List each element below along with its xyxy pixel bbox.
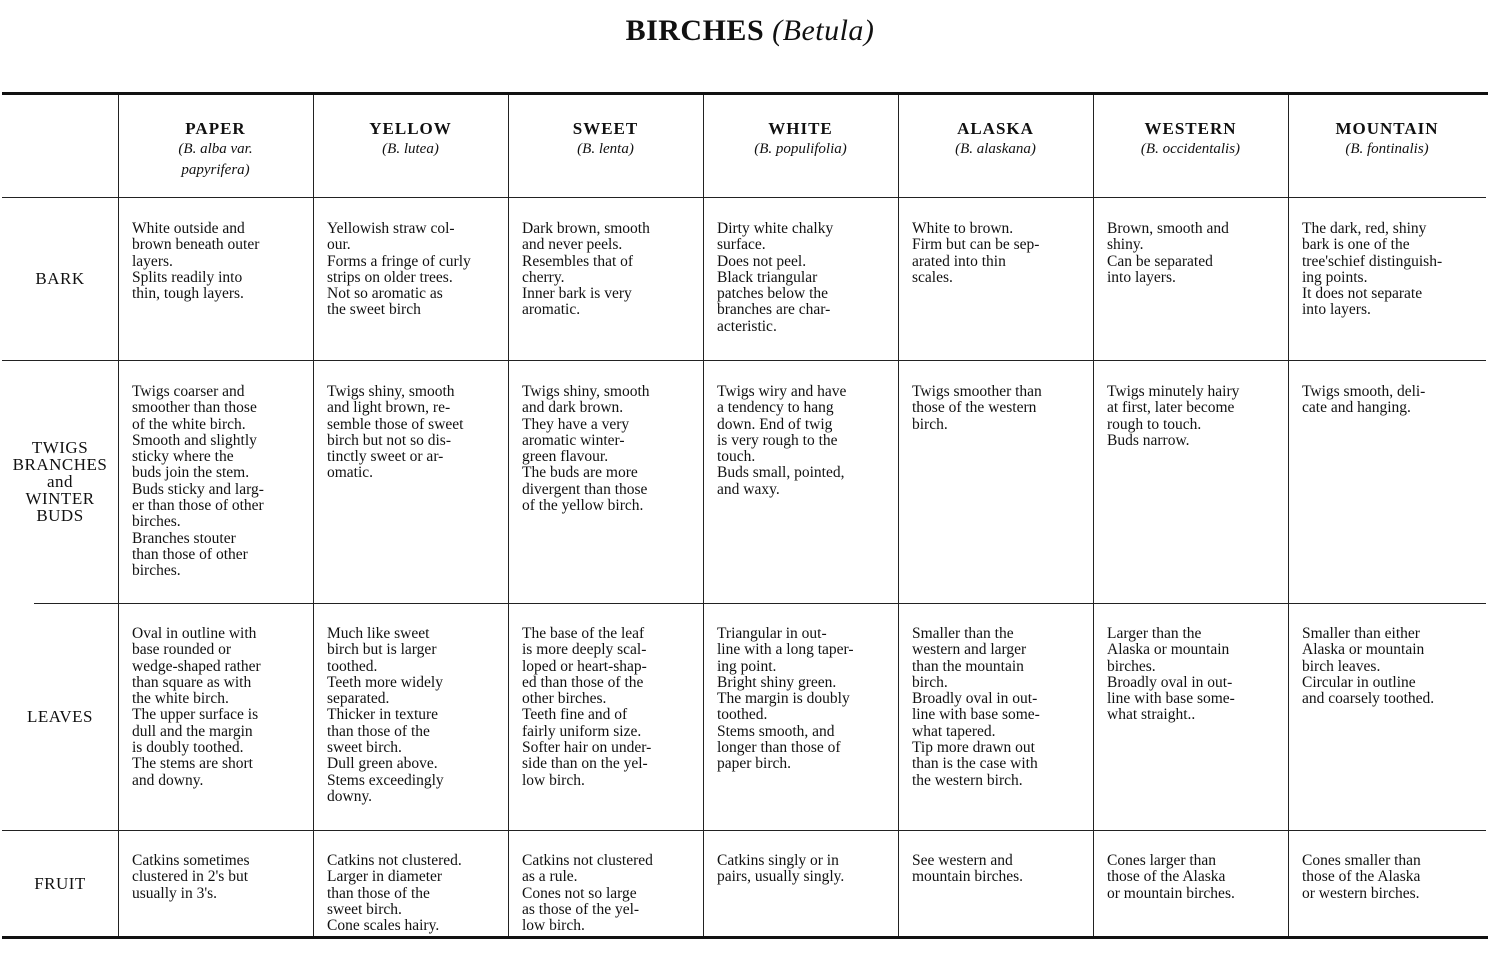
cell-line: acteristic. (717, 317, 777, 335)
cell-line: aromatic. (522, 301, 581, 319)
table-cell (132, 626, 306, 789)
column-separator (313, 95, 314, 936)
cell-line: than those of the (327, 884, 430, 902)
cell-line: those of the Alaska (1107, 868, 1226, 886)
row-header-line: FRUIT (34, 874, 86, 893)
cell-line: than those of the (327, 722, 430, 740)
cell-line: a tendency to hang (717, 399, 834, 417)
row-header-line: WINTER (25, 489, 95, 508)
cell-line: of the white birch. (132, 415, 246, 433)
cell-line: toothed. (717, 706, 768, 724)
column-header-scientific: (B. alba var. (178, 141, 253, 157)
cell-line: base rounded or (132, 641, 231, 659)
cell-line: Buds small, pointed, (717, 464, 845, 482)
cell-line: as those of the yel- (522, 900, 640, 918)
column-header-name: WESTERN (1144, 119, 1237, 138)
cell-line: and coarsely toothed. (1302, 690, 1435, 708)
cell-line: of the yellow birch. (522, 497, 644, 515)
cell-line: mountain birches. (912, 868, 1024, 886)
cell-line: line with base some- (912, 706, 1040, 724)
table-cell (1302, 221, 1476, 319)
cell-line: clustered in 2's but (132, 868, 249, 886)
cell-line: Twigs smoother than (912, 383, 1042, 400)
cell-line: ing point. (717, 657, 777, 675)
cell-line: is very rough to the (717, 431, 838, 449)
cell-line: Cones not so large (522, 884, 637, 902)
column-header-scientific: (B. lenta) (577, 141, 634, 157)
cell-line: Broadly oval in out- (1107, 673, 1233, 691)
cell-line: Catkins singly or in (717, 852, 839, 869)
column-header-name: WHITE (768, 119, 833, 138)
cell-line: Catkins sometimes (132, 852, 250, 869)
column-header (1093, 118, 1288, 160)
column-header-name: SWEET (572, 119, 639, 138)
table-cell (327, 384, 501, 482)
column-header-name: YELLOW (369, 119, 452, 138)
row-header-line: BUDS (36, 506, 84, 525)
table-bottom-rule (2, 936, 1488, 939)
table-cell (132, 221, 306, 302)
column-header (313, 118, 508, 160)
cell-line: Splits readily into (132, 268, 243, 286)
table-cell (1107, 384, 1281, 449)
cell-line: smoother than those (132, 399, 257, 417)
table-cell (132, 853, 306, 902)
cell-line: toothed. (327, 657, 378, 675)
cell-line: aromatic winter- (522, 431, 625, 449)
cell-line: Catkins not clustered. (327, 852, 462, 869)
cell-line: Dull green above. (327, 755, 438, 773)
cell-line: birches. (132, 562, 181, 580)
cell-line: Much like sweet (327, 625, 430, 642)
cell-line: Branches stouter (132, 529, 236, 547)
cell-line: Bright shiny green. (717, 673, 837, 691)
cell-line: The dark, red, shiny (1302, 220, 1427, 237)
cell-line: those of the Alaska (1302, 868, 1421, 886)
cell-line: low birch. (522, 771, 585, 789)
cell-line: rough to touch. (1107, 415, 1202, 433)
cell-line: low birch. (522, 917, 585, 935)
cell-line: as a rule. (522, 868, 578, 886)
column-header (1288, 118, 1486, 160)
cell-line: Catkins not clustered (522, 852, 653, 869)
column-header-name: MOUNTAIN (1335, 119, 1439, 138)
cell-line: Yellowish straw col- (327, 220, 455, 237)
table-cell (1302, 853, 1476, 902)
title-scientific: (Betula) (772, 14, 875, 47)
cell-line: White outside and (132, 220, 245, 237)
cell-line: Black triangular (717, 268, 818, 286)
cell-line: It does not separate (1302, 285, 1423, 303)
cell-line: strips on older trees. (327, 268, 453, 286)
cell-line: Smaller than either (1302, 625, 1420, 642)
column-header-scientific: (B. lutea) (382, 141, 439, 157)
cell-line: the western birch. (912, 771, 1023, 789)
column-header-scientific: (B. fontinalis) (1345, 141, 1429, 157)
cell-line: Teeth more widely (327, 673, 443, 691)
cell-line: longer than those of (717, 739, 841, 757)
table-cell (327, 221, 501, 319)
cell-line: the sweet birch (327, 301, 421, 319)
cell-line: buds join the stem. (132, 464, 250, 482)
row-separator (2, 360, 1486, 361)
cell-line: Oval in outline with (132, 625, 257, 642)
column-header-name: PAPER (185, 119, 246, 138)
column-header (508, 118, 703, 160)
cell-line: Smooth and slightly (132, 431, 257, 449)
cell-line: Twigs smooth, deli- (1302, 383, 1426, 400)
cell-line: into layers. (1107, 268, 1176, 286)
cell-line: Twigs shiny, smooth (327, 383, 455, 400)
cell-line: and light brown, re- (327, 399, 451, 417)
cell-line: Dirty white chalky (717, 220, 834, 237)
cell-line: separated. (327, 690, 390, 708)
cell-line: Inner bark is very (522, 285, 632, 303)
cell-line: White to brown. (912, 220, 1014, 237)
cell-line: paper birch. (717, 755, 792, 773)
column-separator (703, 95, 704, 936)
row-header-line: BARK (35, 269, 85, 288)
cell-line: Does not peel. (717, 252, 807, 270)
cell-line: green flavour. (522, 448, 609, 466)
cell-line: line with a long taper- (717, 641, 854, 659)
cell-line: The stems are short (132, 755, 253, 773)
cell-line: See western and (912, 852, 1013, 869)
cell-line: Larger in diameter (327, 868, 443, 886)
table-cell (912, 221, 1086, 286)
column-header-name: ALASKA (957, 119, 1034, 138)
cell-line: fairly uniform size. (522, 722, 642, 740)
table-cell (522, 384, 696, 514)
cell-line: Alaska or mountain (1302, 641, 1425, 659)
cell-line: Twigs minutely hairy (1107, 383, 1240, 400)
cell-line: Triangular in out- (717, 625, 827, 642)
column-separator (898, 95, 899, 936)
row-separator (2, 830, 1486, 831)
cell-line: Softer hair on under- (522, 739, 652, 757)
cell-line: er than those of other (132, 497, 264, 515)
cell-line: Twigs shiny, smooth (522, 383, 650, 400)
cell-line: the white birch. (132, 690, 229, 708)
cell-line: western and larger (912, 641, 1027, 659)
cell-line: cherry. (522, 268, 565, 286)
cell-line: sticky where the (132, 448, 234, 466)
cell-line: Cones smaller than (1302, 852, 1421, 869)
cell-line: and dark brown. (522, 399, 624, 417)
cell-line: dull and the margin (132, 722, 253, 740)
cell-line: Twigs wiry and have (717, 383, 847, 400)
cell-line: usually in 3's. (132, 884, 218, 902)
cell-line: arated into thin (912, 252, 1006, 270)
table-cell (132, 384, 306, 580)
cell-line: Thicker in texture (327, 706, 439, 724)
table-cell (717, 221, 891, 335)
cell-line: birch. (912, 673, 948, 691)
cell-line: divergent than those (522, 480, 648, 498)
table-cell (912, 384, 1086, 433)
column-header (118, 118, 313, 181)
table-cell (717, 384, 891, 498)
cell-line: birches. (132, 513, 181, 531)
table-cell (1107, 221, 1281, 286)
cell-line: Not so aromatic as (327, 285, 443, 303)
cell-line: than the mountain (912, 657, 1024, 675)
row-header (2, 439, 118, 524)
cell-line: sweet birch. (327, 739, 402, 757)
cell-line: downy. (327, 787, 373, 805)
cell-line: ed than those of the (522, 673, 644, 691)
row-header-line: BRANCHES (12, 455, 108, 474)
title-main: BIRCHES (625, 14, 765, 47)
row-separator (2, 197, 1486, 198)
table-cell (912, 626, 1086, 789)
cell-line: Dark brown, smooth (522, 220, 650, 237)
cell-line: at first, later become (1107, 399, 1235, 417)
cell-line: Circular in outline (1302, 673, 1416, 691)
cell-line: Teeth fine and of (522, 706, 628, 724)
cell-line: bark is one of the (1302, 236, 1410, 254)
cell-line: They have a very (522, 415, 630, 433)
cell-line: thin, tough layers. (132, 285, 244, 303)
cell-line: birch. (912, 415, 948, 433)
cell-line: tinctly sweet or ar- (327, 448, 444, 466)
column-separator (1093, 95, 1094, 936)
cell-line: cate and hanging. (1302, 399, 1411, 417)
cell-line: Brown, smooth and (1107, 220, 1229, 237)
cell-line: birch but not so dis- (327, 431, 451, 449)
row-header-line: and (46, 472, 74, 491)
cell-line: Forms a fringe of curly (327, 252, 471, 270)
table-cell (1302, 626, 1476, 707)
table-cell (522, 626, 696, 789)
column-header-scientific: (B. occidentalis) (1140, 141, 1241, 157)
cell-line: Alaska or mountain (1107, 641, 1230, 659)
table-cell (522, 853, 696, 934)
cell-line: branches are char- (717, 301, 831, 319)
cell-line: Buds sticky and larg- (132, 480, 264, 498)
cell-line: brown beneath outer (132, 236, 260, 254)
column-header (898, 118, 1093, 160)
cell-line: birch leaves. (1302, 657, 1381, 675)
cell-line: is doubly toothed. (132, 739, 244, 757)
cell-line: Can be separated (1107, 252, 1213, 270)
cell-line: The base of the leaf (522, 625, 645, 642)
cell-line: than is the case with (912, 755, 1038, 773)
table-top-rule (2, 92, 1488, 95)
column-header (703, 118, 898, 160)
table-cell (327, 853, 501, 934)
cell-line: line with base some- (1107, 690, 1235, 708)
cell-line: Larger than the (1107, 625, 1202, 642)
column-header-scientific: (B. alaskana) (955, 141, 1036, 157)
cell-line: is more deeply scal- (522, 641, 647, 659)
cell-line: The buds are more (522, 464, 638, 482)
row-separator (34, 603, 1486, 604)
cell-line: or mountain birches. (1107, 884, 1235, 902)
cell-line: other birches. (522, 690, 607, 708)
cell-line: The margin is doubly (717, 690, 850, 708)
cell-line: side than on the yel- (522, 755, 648, 773)
cell-line: or western birches. (1302, 884, 1420, 902)
table-cell (912, 853, 1086, 886)
page-title (0, 14, 1500, 48)
cell-line: birches. (1107, 657, 1156, 675)
table-cell (1107, 626, 1281, 724)
column-header-scientific: papyrifera) (181, 162, 250, 178)
cell-line: Cones larger than (1107, 852, 1217, 869)
cell-line: and downy. (132, 771, 204, 789)
cell-line: down. End of twig (717, 415, 833, 433)
table-cell (1302, 384, 1476, 417)
row-header (2, 875, 118, 892)
cell-line: ing points. (1302, 268, 1368, 286)
cell-line: layers. (132, 252, 173, 270)
column-separator (118, 95, 119, 936)
cell-line: loped or heart-shap- (522, 657, 647, 675)
row-header-line: LEAVES (27, 707, 93, 726)
column-separator (508, 95, 509, 936)
cell-line: Firm but can be sep- (912, 236, 1040, 254)
row-header-line: TWIGS (31, 438, 89, 457)
cell-line: Smaller than the (912, 625, 1014, 642)
cell-line: Buds narrow. (1107, 431, 1190, 449)
cell-line: wedge-shaped rather (132, 657, 261, 675)
cell-line: Tip more drawn out (912, 739, 1035, 757)
table-cell (717, 626, 891, 773)
cell-line: semble those of sweet (327, 415, 464, 433)
table-cell (522, 221, 696, 319)
column-header-scientific: (B. populifolia) (754, 141, 847, 157)
cell-line: surface. (717, 236, 766, 254)
column-separator (1288, 95, 1289, 936)
cell-line: than those of other (132, 545, 248, 563)
row-header (2, 708, 118, 725)
cell-line: Stems smooth, and (717, 722, 835, 740)
cell-line: shiny. (1107, 236, 1144, 254)
cell-line: into layers. (1302, 301, 1371, 319)
cell-line: Stems exceedingly (327, 771, 444, 789)
cell-line: and waxy. (717, 480, 780, 498)
table-cell (717, 853, 891, 886)
cell-line: what tapered. (912, 722, 996, 740)
table-cell (327, 626, 501, 805)
cell-line: those of the western (912, 399, 1037, 417)
cell-line: than square as with (132, 673, 252, 691)
table-cell (1107, 853, 1281, 902)
cell-line: Twigs coarser and (132, 383, 245, 400)
cell-line: Cone scales hairy. (327, 917, 440, 935)
cell-line: touch. (717, 448, 756, 466)
cell-line: scales. (912, 268, 953, 286)
cell-line: Resembles that of (522, 252, 634, 270)
cell-line: our. (327, 236, 351, 254)
cell-line: pairs, usually singly. (717, 868, 845, 886)
cell-line: sweet birch. (327, 900, 402, 918)
cell-line: The upper surface is (132, 706, 259, 724)
cell-line: patches below the (717, 285, 829, 303)
row-header (2, 270, 118, 287)
cell-line: and never peels. (522, 236, 623, 254)
cell-line: Broadly oval in out- (912, 690, 1038, 708)
cell-line: omatic. (327, 464, 374, 482)
cell-line: what straight.. (1107, 706, 1196, 724)
cell-line: birch but is larger (327, 641, 437, 659)
cell-line: tree'schief distinguish- (1302, 252, 1443, 270)
